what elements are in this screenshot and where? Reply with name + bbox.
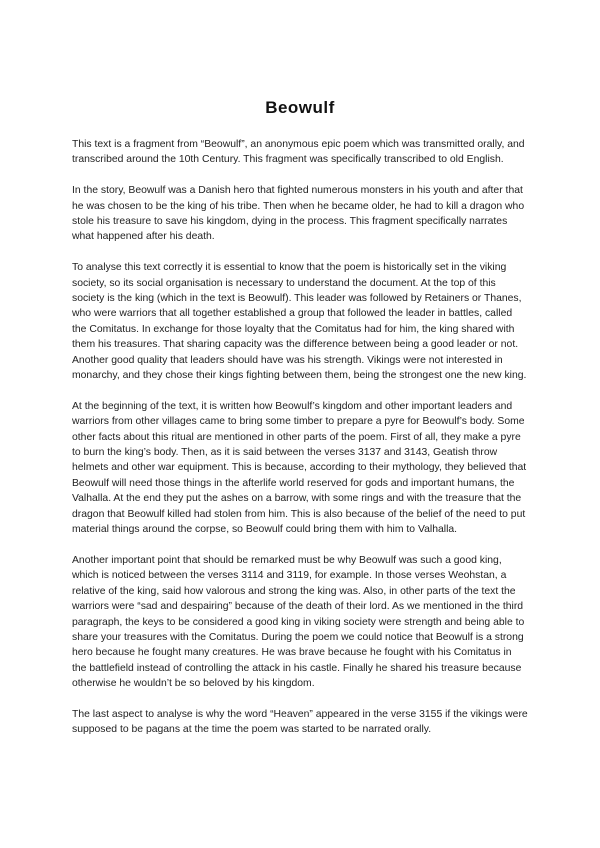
paragraph-good-king: Another important point that should be remarked must be why Beowulf was such a good king, which is noticed between the verses 3114 and 3119, for example. In those verses Weohstan, a relative of the king, said how valorous and strong the king was. Also, in other parts of the text the warriors were “sad and despairing” because of the death of their lord. As we mentioned in the third paragraph, the keys to be considered a good king in viking society were strength and being able to share your treasures with the Comitatus. During the poem we could notice that Beowulf is a strong hero because he fought many creatures. He was brave because he fought with his Comitatus in the battlefield instead of controlling the attack in his castle. Finally he shared his treasure because otherwise he wouldn’t be so beloved by his kingdom.: [72, 554, 525, 690]
document-body: [72, 137, 528, 753]
page-title: Beowulf: [265, 98, 335, 117]
paragraph-viking-society: To analyse this text correctly it is essential to know that the poem is historically set in the viking society, so its social organisation is necessary to understand the document. At the top of this society is the king (which in the text is Beowulf). This leader was followed by Retainers or Thanes, who were warriors that all together established a group that followed the leader in battles, called the Comitatus. In exchange for those loyalty that the Comitatus had for him, the king shared with them his treasures. That sharing capacity was the difference between being a good leader or not. Another good quality that leaders should have was his strength. Vikings were not interested in monarchy, and they chose their kings fighting between them, being the strongest one the new king.: [72, 262, 527, 382]
paragraph-story: In the story, Beowulf was a Danish hero that fighted numerous monsters in his youth and after that he was chosen to be the king of his tribe. Then when he became older, he had to kill a dragon who stole his treasure to save his kingdom, dying in the process. This fragment specifically narrates what happened after his death.: [72, 185, 525, 243]
paragraph-intro: This text is a fragment from “Beowulf”, an anonymous epic poem which was transmitted orally, and transcribed around the 10th Century. This fragment was specifically transcribed to old English.: [72, 139, 525, 166]
paragraph-funeral-ritual: At the beginning of the text, it is written how Beowulf’s kingdom and other important leaders and warriors from other villages came to bring some timber to prepare a pyre for Beowulf’s body. Some other facts about this ritual are mentioned in other parts of the poem. First of all, they make a pyre to burn the king’s body. Then, as it is said between the verses 3137 and 3143, Geatish throw helmets and other war equipment. This is because, according to their mythology, they believed that Beowulf will need those things in the afterlife world reserved for gods and important humans, the Valhalla. At the end they put the ashes on a barrow, with some rings and with the treasure that the dragon that Beowulf killed had stolen from him. This is also because of the belief of the need to put material things around the corpse, so Beowulf could bring them with him to Valhalla.: [72, 400, 527, 536]
paragraph-heaven: The last aspect to analyse is why the word “Heaven” appeared in the verse 3155 if the vikings were supposed to be pagans at the time the poem was started to be narrated orally.: [72, 708, 528, 736]
